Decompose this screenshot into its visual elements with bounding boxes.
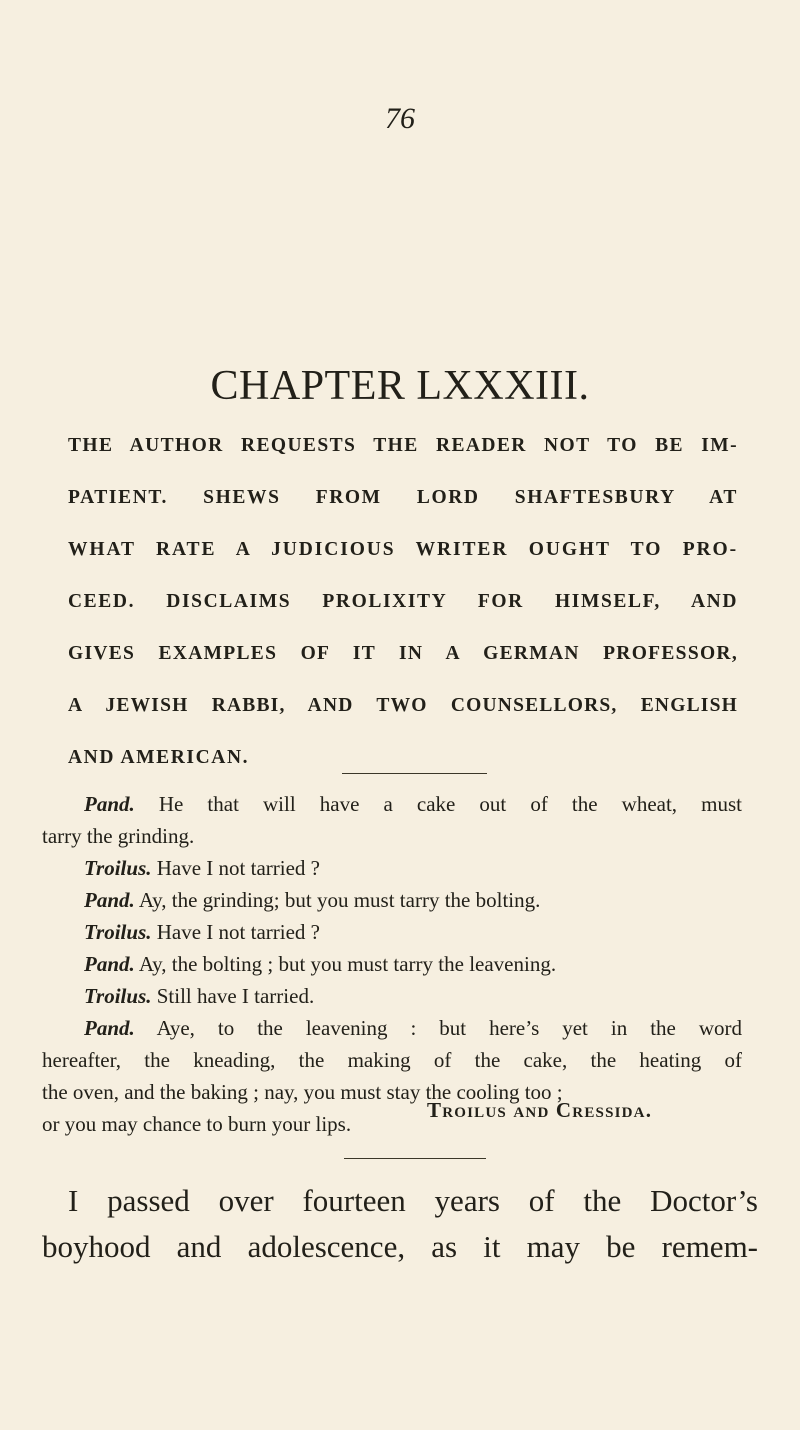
epigraph-line — [42, 916, 742, 948]
epigraph-text: hereafter, the kneading, the making of the cake, the heating of — [42, 1048, 742, 1072]
body-line: I passed over fourteen years of the Doctor’s — [68, 1183, 758, 1218]
speaker-name: Troilus. — [84, 920, 152, 944]
speaker-name: Pand. — [84, 1016, 135, 1040]
epigraph-attribution: Troilus and Cressida. — [427, 1098, 653, 1122]
epigraph-line — [42, 1012, 742, 1044]
chapter-title: CHAPTER LXXXIII. — [210, 363, 590, 409]
argument-line: PATIENT. SHEWS FROM LORD SHAFTESBURY AT — [68, 487, 738, 508]
section-divider — [342, 773, 487, 774]
speaker-name: Troilus. — [84, 856, 152, 880]
epigraph-line — [42, 1044, 742, 1076]
epigraph-line — [42, 980, 742, 1012]
body-line: boyhood and adolescence, as it may be remem- — [42, 1229, 758, 1264]
epigraph-text: the oven, and the baking ; nay, you must stay the cooling too ; — [42, 1080, 563, 1104]
epigraph-text: Ay, the bolting ; but you must tarry the leavening. — [134, 952, 557, 976]
speaker-name: Pand. — [84, 952, 135, 976]
epigraph-text: or you may chance to burn your lips. — [42, 1112, 352, 1136]
epigraph-text: Have I not tarried ? — [151, 856, 321, 880]
argument-line: WHAT RATE A JUDICIOUS WRITER OUGHT TO PRO- — [68, 539, 738, 560]
page-number: 76 — [385, 102, 415, 135]
argument-line: A JEWISH RABBI, AND TWO COUNSELLORS, ENGLISH — [68, 695, 738, 716]
epigraph-text: Aye, to the leavening : but here’s yet in the word — [134, 1016, 742, 1040]
epigraph-text: tarry the grinding. — [42, 824, 195, 848]
epigraph-text: Still have I tarried. — [151, 984, 315, 1008]
body-paragraph — [42, 1178, 758, 1270]
epigraph-line — [42, 788, 742, 820]
epigraph-line — [42, 948, 742, 980]
section-divider — [344, 1158, 486, 1159]
argument-line: THE AUTHOR REQUESTS THE READER NOT TO BE IM- — [68, 435, 738, 456]
epigraph-text: Ay, the grinding; but you must tarry the bolting. — [134, 888, 541, 912]
epigraph — [42, 788, 742, 1140]
argument-line: GIVES EXAMPLES OF IT IN A GERMAN PROFESSOR, — [68, 643, 738, 664]
epigraph-text: Have I not tarried ? — [151, 920, 321, 944]
epigraph-line — [42, 852, 742, 884]
epigraph-line — [42, 884, 742, 916]
chapter-argument — [68, 420, 738, 784]
speaker-name: Troilus. — [84, 984, 152, 1008]
argument-line: AND AMERICAN. — [68, 747, 250, 768]
epigraph-line — [42, 820, 742, 852]
argument-line: CEED. DISCLAIMS PROLIXITY FOR HIMSELF, AND — [68, 591, 738, 612]
epigraph-text: He that will have a cake out of the wheat, must — [134, 792, 742, 816]
speaker-name: Pand. — [84, 888, 135, 912]
speaker-name: Pand. — [84, 792, 135, 816]
